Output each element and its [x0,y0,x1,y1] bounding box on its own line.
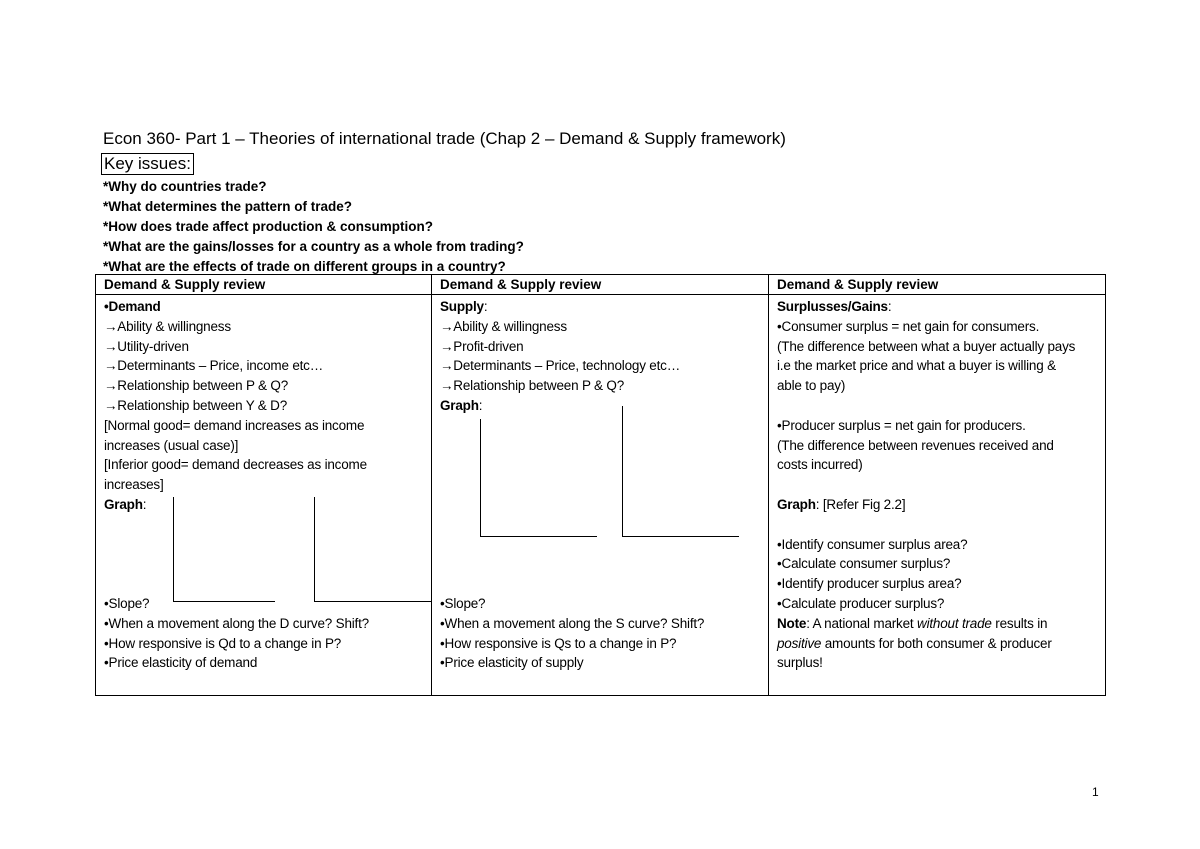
surplus-cell [777,297,1075,673]
demand-line: →Utility-driven [104,338,189,354]
demand-graph-label: Graph: [104,496,147,512]
supply-line: →Ability & willingness [440,318,567,334]
surplus-line: i.e the market price and what a buyer is willing & [777,358,1056,374]
demand-line: →Ability & willingness [104,318,231,334]
demand-line: →Relationship between P & Q? [104,378,289,394]
header-row-divider [96,294,1105,295]
surplus-note: Note: A national market without trade results in [777,615,1048,631]
surplus-line: able to pay) [777,378,846,394]
surplus-line: •Identify consumer surplus area? [777,536,968,552]
column-header-supply: Demand & Supply review [440,277,602,292]
list-item: *What determines the pattern of trade? [103,199,353,214]
page-title: Econ 360- Part 1 – Theories of international trade (Chap 2 – Demand & Supply framework) [103,129,786,148]
demand-line: •Price elasticity of demand [104,655,258,671]
demand-line: [Inferior good= demand decreases as income [104,457,367,473]
surplus-graph-label: Graph: [Refer Fig 2.2] [777,496,906,512]
surplus-heading: Surplusses/Gains: [777,299,892,314]
demand-line: →Relationship between Y & D? [104,397,288,413]
supply-line: →Profit-driven [440,338,524,354]
key-issues-heading: Key issues: [101,153,194,175]
list-item: *What are the gains/losses for a country as a whole from trading? [103,239,524,254]
column-header-surplus: Demand & Supply review [777,277,939,292]
supply-line: →Determinants – Price, technology etc… [440,358,681,374]
surplus-line: •Calculate producer surplus? [777,595,945,611]
supply-graph-axes-1 [480,419,597,537]
column-divider [431,275,432,695]
key-issues-list [103,177,524,277]
surplus-line: costs incurred) [777,457,863,473]
supply-line: •When a movement along the S curve? Shift? [440,615,705,631]
demand-graph-axes-2 [314,497,431,602]
review-table [95,274,1106,696]
supply-heading: Supply: [440,299,488,314]
demand-heading: •Demand [104,299,161,314]
surplus-line: •Producer surplus = net gain for producers. [777,417,1026,433]
list-item: *What are the effects of trade on different groups in a country? [103,259,506,274]
surplus-line: (The difference between what a buyer actually pays [777,338,1076,354]
demand-line: increases (usual case)] [104,437,239,453]
demand-line: increases] [104,477,164,493]
column-header-demand: Demand & Supply review [104,277,266,292]
supply-line: •Slope? [440,595,486,611]
demand-line: [Normal good= demand increases as income [104,417,365,433]
surplus-line: •Consumer surplus = net gain for consumers. [777,318,1040,334]
demand-line: •Slope? [104,595,150,611]
column-divider [768,275,769,695]
supply-graph-label: Graph: [440,397,483,413]
surplus-line: •Calculate consumer surplus? [777,556,951,572]
demand-line: •How responsive is Qd to a change in P? [104,635,342,651]
surplus-note: surplus! [777,655,823,671]
surplus-line: •Identify producer surplus area? [777,576,962,592]
list-item: *How does trade affect production & consumption? [103,219,434,234]
demand-cell [104,297,369,673]
demand-line: •When a movement along the D curve? Shift? [104,615,369,631]
supply-line: •Price elasticity of supply [440,655,584,671]
list-item: *Why do countries trade? [103,179,267,194]
supply-graph-axes-2 [622,406,739,537]
page-number: 1 [1092,785,1099,799]
demand-line: →Determinants – Price, income etc… [104,358,324,374]
supply-line: →Relationship between P & Q? [440,378,625,394]
supply-line: •How responsive is Qs to a change in P? [440,635,677,651]
demand-graph-axes-1 [173,497,275,602]
surplus-line: (The difference between revenues received and [777,437,1054,453]
surplus-note: positive amounts for both consumer & producer [777,635,1052,651]
